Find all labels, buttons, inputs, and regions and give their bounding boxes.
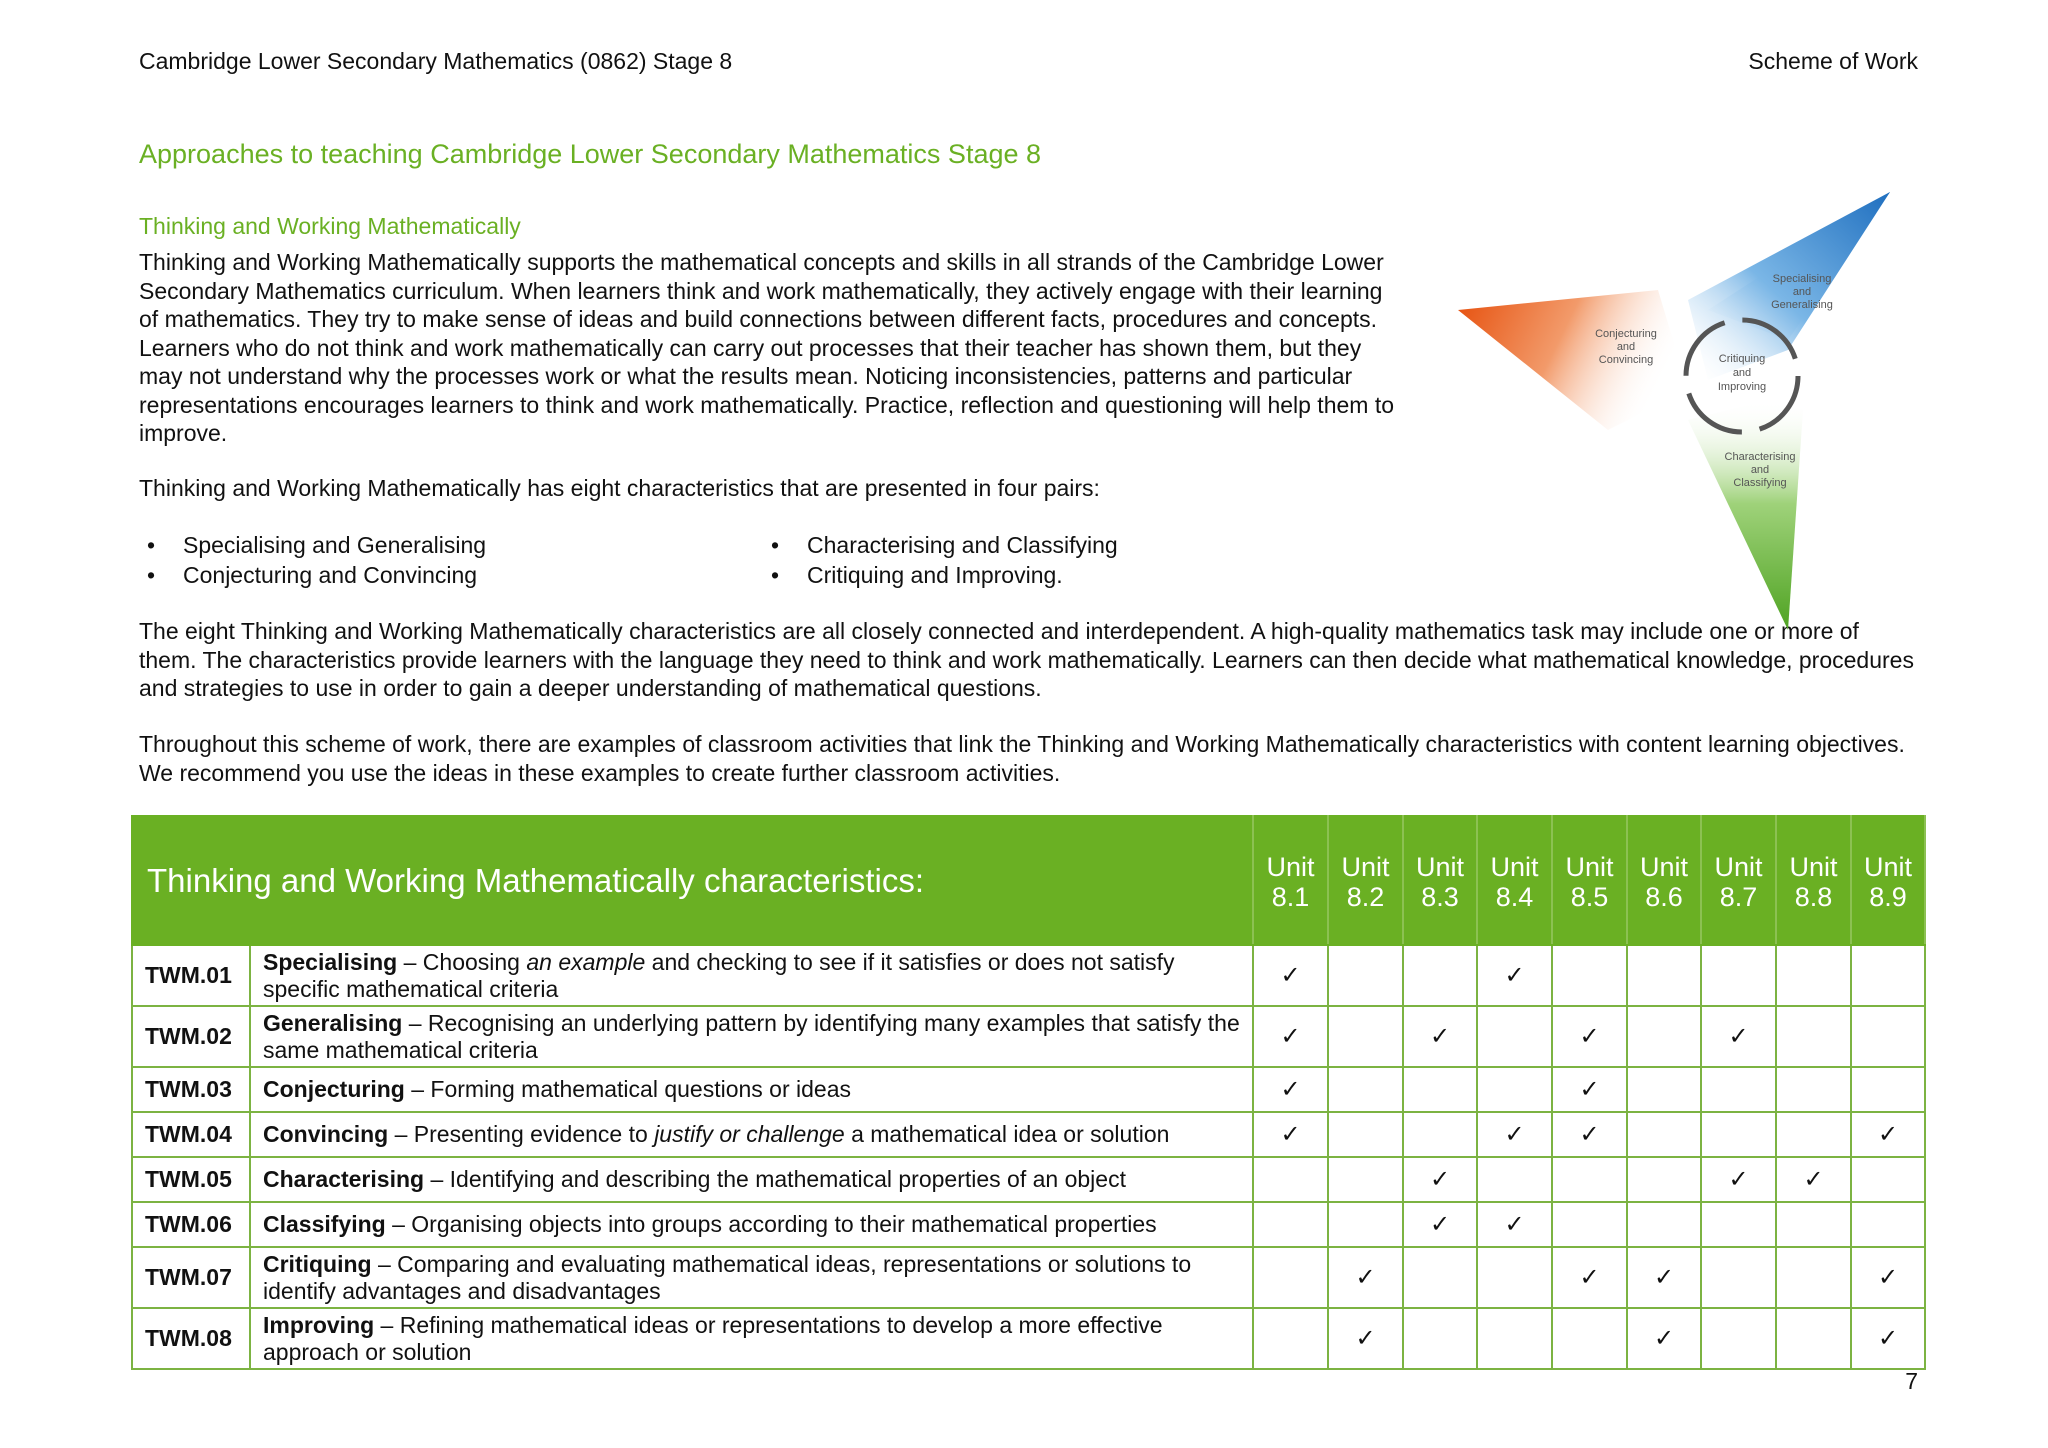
twm-description [250,1006,1253,1067]
bullet-column-1 [139,530,486,590]
bullet-column-2 [763,530,1118,590]
unit-tick-cell [1403,1308,1477,1369]
unit-tick-cell [1851,1157,1925,1202]
unit-tick-cell [1253,1308,1328,1369]
twm-description-text: a mathematical idea or solution [844,1121,1170,1147]
document-header-type: Scheme of Work [1748,48,1918,74]
unit-tick-cell [1701,1067,1776,1112]
check-icon: ✓ [1653,1264,1675,1291]
twm-description-text: – Refining mathematical ideas or representations to develop a more effective approach or solution [263,1311,1163,1365]
unit-tick-cell [1552,1308,1627,1369]
bullet-item: • Characterising and Classifying [763,530,1118,560]
check-icon: ✓ [1280,1023,1301,1050]
check-icon: ✓ [1280,1076,1301,1103]
twm-code: TWM.06 [132,1202,250,1247]
blue-label-line: Generalising [1771,299,1833,311]
unit-tick-cell [1627,1157,1701,1202]
unit-tick-cell [1627,1112,1701,1157]
unit-tick-cell [1776,1067,1851,1112]
orange-label-line: and [1616,341,1636,353]
twm-code: TWM.08 [132,1308,250,1369]
unit-header: Unit 8.6 [1627,816,1701,945]
check-icon: ✓ [1877,1121,1899,1148]
unit-tick-cell [1477,1112,1552,1157]
unit-tick-cell [1253,1006,1328,1067]
classroom-activities-paragraph: Throughout this scheme of work, there are examples of classroom activities that link the Thinking and Working Mathematically characteristics with content learning objectives. We recommend you use the ideas in these examples to create further classroom activities. [139,731,1905,786]
unit-tick-cell [1627,1067,1701,1112]
unit-tick-cell [1701,1308,1776,1369]
unit-tick-cell [1403,1247,1477,1308]
unit-header: Unit 8.8 [1776,816,1851,945]
green-label-line: Characterising [1724,451,1796,463]
twm-description-emphasis: an example [526,948,646,975]
unit-tick-cell [1477,1067,1552,1112]
check-icon: ✓ [1355,1264,1376,1291]
check-icon: ✓ [1280,962,1301,989]
check-icon: ✓ [1579,1264,1600,1291]
twm-description-text: – Presenting evidence to [388,1121,655,1147]
unit-tick-cell [1328,945,1403,1006]
unit-tick-cell [1851,1006,1925,1067]
twm-description [250,945,1253,1006]
twm-description-text: – Comparing and evaluating mathematical ideas, representations or solutions to identify advantages and disadvantages [263,1250,1192,1304]
unit-tick-cell [1477,1006,1552,1067]
twm-description-text: – Choosing [397,948,527,975]
unit-tick-cell [1328,1157,1403,1202]
green-label-line: Classifying [1733,477,1787,489]
orange-label-line: Conjecturing [1595,328,1657,340]
centre-label-line: and [1732,367,1752,379]
twm-term: Characterising [263,1166,425,1192]
twm-code: TWM.01 [132,945,250,1006]
unit-tick-cell [1627,1202,1701,1247]
check-icon: ✓ [1803,1166,1824,1193]
twm-term: Generalising [263,1009,403,1036]
check-icon: ✓ [1280,1121,1301,1148]
check-icon: ✓ [1877,1325,1899,1352]
unit-header: Unit 8.1 [1253,816,1328,945]
unit-tick-cell [1403,1157,1477,1202]
twm-description-text: – Organising objects into groups according to their mathematical properties [385,1211,1157,1237]
twm-description [250,1247,1253,1308]
unit-tick-cell [1701,945,1776,1006]
check-icon: ✓ [1504,1211,1525,1238]
unit-tick-cell [1477,1157,1552,1202]
unit-tick-cell [1851,945,1925,1006]
green-label-line: and [1750,464,1770,476]
twm-code: TWM.04 [132,1112,250,1157]
characteristics-intro-paragraph: Thinking and Working Mathematically has eight characteristics that are presented in four pairs: [139,475,1100,501]
table-row [132,1308,1925,1369]
unit-header: Unit 8.5 [1552,816,1627,945]
interdependence-paragraph: The eight Thinking and Working Mathematically characteristics are all closely connected and interdependent. A high-quality mathematics task may include one or more of them. The characteristics provide learners with the language they need to think and work mathematically. Learners can then decide what mathematical knowledge, procedures and strategies to use in order to gain a deeper understanding of mathematical questions. [139,618,1914,701]
table-row [132,1006,1925,1067]
unit-tick-cell [1552,1202,1627,1247]
unit-tick-cell [1552,1247,1627,1308]
unit-tick-cell [1627,1006,1701,1067]
table-row [132,1202,1925,1247]
twm-description [250,1202,1253,1247]
bullet-item: • Critiquing and Improving. [763,560,1118,590]
centre-label-line: Improving [1717,381,1767,393]
unit-tick-cell [1328,1202,1403,1247]
document-header-title: Cambridge Lower Secondary Mathematics (0862) Stage 8 [139,48,733,74]
twm-description [250,1112,1253,1157]
unit-tick-cell [1403,1112,1477,1157]
twm-description-text: and checking to see if it satisfies or does not satisfy specific mathematical criteria [263,948,1175,1002]
unit-tick-cell [1403,1067,1477,1112]
unit-tick-cell [1477,945,1552,1006]
section-title: Approaches to teaching Cambridge Lower Secondary Mathematics Stage 8 [139,139,1042,169]
unit-tick-cell [1552,1067,1627,1112]
twm-description [250,1067,1253,1112]
unit-tick-cell [1552,1157,1627,1202]
unit-header: Unit 8.9 [1851,816,1925,945]
table-row [132,1067,1925,1112]
intro-paragraph: Thinking and Working Mathematically supports the mathematical concepts and skills in all strands of the Cambridge Lower Secondary Mathematics curriculum. When learners think and work mathematically, they actively engage with their learning of mathematics. They try to make sense of ideas and build connections between different facts, procedures and concepts. Learners who do not think and work mathematically can carry out processes that their teacher has shown them, but they may not understand why the processes work or what the results mean. Noticing inconsistencies, patterns and particular representations encourages learners to think and work mathematically. Practice, reflection and questioning will help them to improve. [139,249,1395,446]
unit-tick-cell [1776,1157,1851,1202]
page-number: 7 [1905,1368,1918,1394]
green-segment [1688,400,1803,630]
unit-tick-cell [1851,1112,1925,1157]
blue-label-line: and [1792,286,1812,298]
unit-tick-cell [1552,1112,1627,1157]
unit-tick-cell [1253,1112,1328,1157]
check-icon: ✓ [1728,1023,1749,1050]
unit-header: Unit 8.2 [1328,816,1403,945]
twm-term: Critiquing [263,1250,372,1277]
twm-term: Classifying [263,1211,386,1237]
unit-header: Unit 8.4 [1477,816,1552,945]
orange-label-line: Convincing [1598,354,1654,366]
unit-tick-cell [1477,1308,1552,1369]
unit-tick-cell [1328,1247,1403,1308]
check-icon: ✓ [1579,1121,1600,1148]
table-row [132,945,1925,1006]
unit-tick-cell [1403,1006,1477,1067]
unit-tick-cell [1851,1308,1925,1369]
centre-label-line: Critiquing [1718,353,1766,365]
unit-tick-cell [1776,1247,1851,1308]
subsection-title: Thinking and Working Mathematically [139,213,521,239]
unit-tick-cell [1776,1112,1851,1157]
unit-tick-cell [1701,1112,1776,1157]
unit-tick-cell [1253,1247,1328,1308]
unit-tick-cell [1701,1157,1776,1202]
bullet-item: • Conjecturing and Convincing [139,560,486,590]
check-icon: ✓ [1429,1166,1451,1193]
table-row [132,1112,1925,1157]
unit-tick-cell [1776,1202,1851,1247]
twm-description-text: – Identifying and describing the mathematical properties of an object [424,1166,1126,1192]
table-header-row [132,816,1925,945]
unit-tick-cell [1253,945,1328,1006]
unit-tick-cell [1851,1202,1925,1247]
unit-tick-cell [1627,1308,1701,1369]
unit-tick-cell [1253,1067,1328,1112]
unit-tick-cell [1552,1006,1627,1067]
unit-tick-cell [1776,945,1851,1006]
table-body [132,945,1925,1369]
unit-tick-cell [1552,945,1627,1006]
unit-header: Unit 8.7 [1701,816,1776,945]
unit-tick-cell [1851,1067,1925,1112]
orange-segment [1458,290,1688,430]
unit-tick-cell [1627,1247,1701,1308]
check-icon: ✓ [1429,1023,1451,1050]
twm-term: Convincing [263,1121,389,1147]
unit-tick-cell [1701,1006,1776,1067]
check-icon: ✓ [1504,962,1525,989]
check-icon: ✓ [1579,1023,1600,1050]
unit-tick-cell [1477,1202,1552,1247]
twm-characteristics-table [131,815,1926,1370]
twm-term: Conjecturing [263,1076,405,1102]
unit-tick-cell [1403,1202,1477,1247]
unit-tick-cell [1253,1157,1328,1202]
check-icon: ✓ [1429,1211,1451,1238]
check-icon: ✓ [1877,1264,1899,1291]
twm-description-text: – Forming mathematical questions or ideas [404,1076,851,1102]
unit-tick-cell [1776,1308,1851,1369]
blue-segment-body [1688,192,1890,380]
twm-code: TWM.03 [132,1067,250,1112]
check-icon: ✓ [1504,1121,1525,1148]
twm-description-emphasis: justify or challenge [654,1121,845,1147]
twm-code: TWM.02 [132,1006,250,1067]
unit-tick-cell [1627,945,1701,1006]
twm-description [250,1308,1253,1369]
unit-tick-cell [1253,1202,1328,1247]
unit-tick-cell [1328,1112,1403,1157]
twm-code: TWM.07 [132,1247,250,1308]
twm-term: Specialising [263,948,398,975]
bullet-item: • Specialising and Generalising [139,530,486,560]
unit-tick-cell [1328,1006,1403,1067]
blue-label-line: Specialising [1772,273,1832,285]
unit-tick-cell [1851,1247,1925,1308]
unit-tick-cell [1701,1247,1776,1308]
twm-description-text: – Recognising an underlying pattern by identifying many examples that satisfy the same mathematical criteria [263,1009,1240,1063]
twm-code: TWM.05 [132,1157,250,1202]
twm-triangle-diagram [1458,190,1898,630]
check-icon: ✓ [1728,1166,1749,1193]
twm-description [250,1157,1253,1202]
check-icon: ✓ [1653,1325,1675,1352]
unit-tick-cell [1403,945,1477,1006]
twm-term: Improving [263,1311,375,1338]
unit-header: Unit 8.3 [1403,816,1477,945]
check-icon: ✓ [1579,1076,1600,1103]
table-row [132,1247,1925,1308]
check-icon: ✓ [1355,1325,1376,1352]
table-row [132,1157,1925,1202]
unit-tick-cell [1776,1006,1851,1067]
unit-tick-cell [1328,1308,1403,1369]
unit-tick-cell [1477,1247,1552,1308]
table-title: Thinking and Working Mathematically characteristics: [132,816,1253,945]
unit-tick-cell [1701,1202,1776,1247]
unit-tick-cell [1328,1067,1403,1112]
